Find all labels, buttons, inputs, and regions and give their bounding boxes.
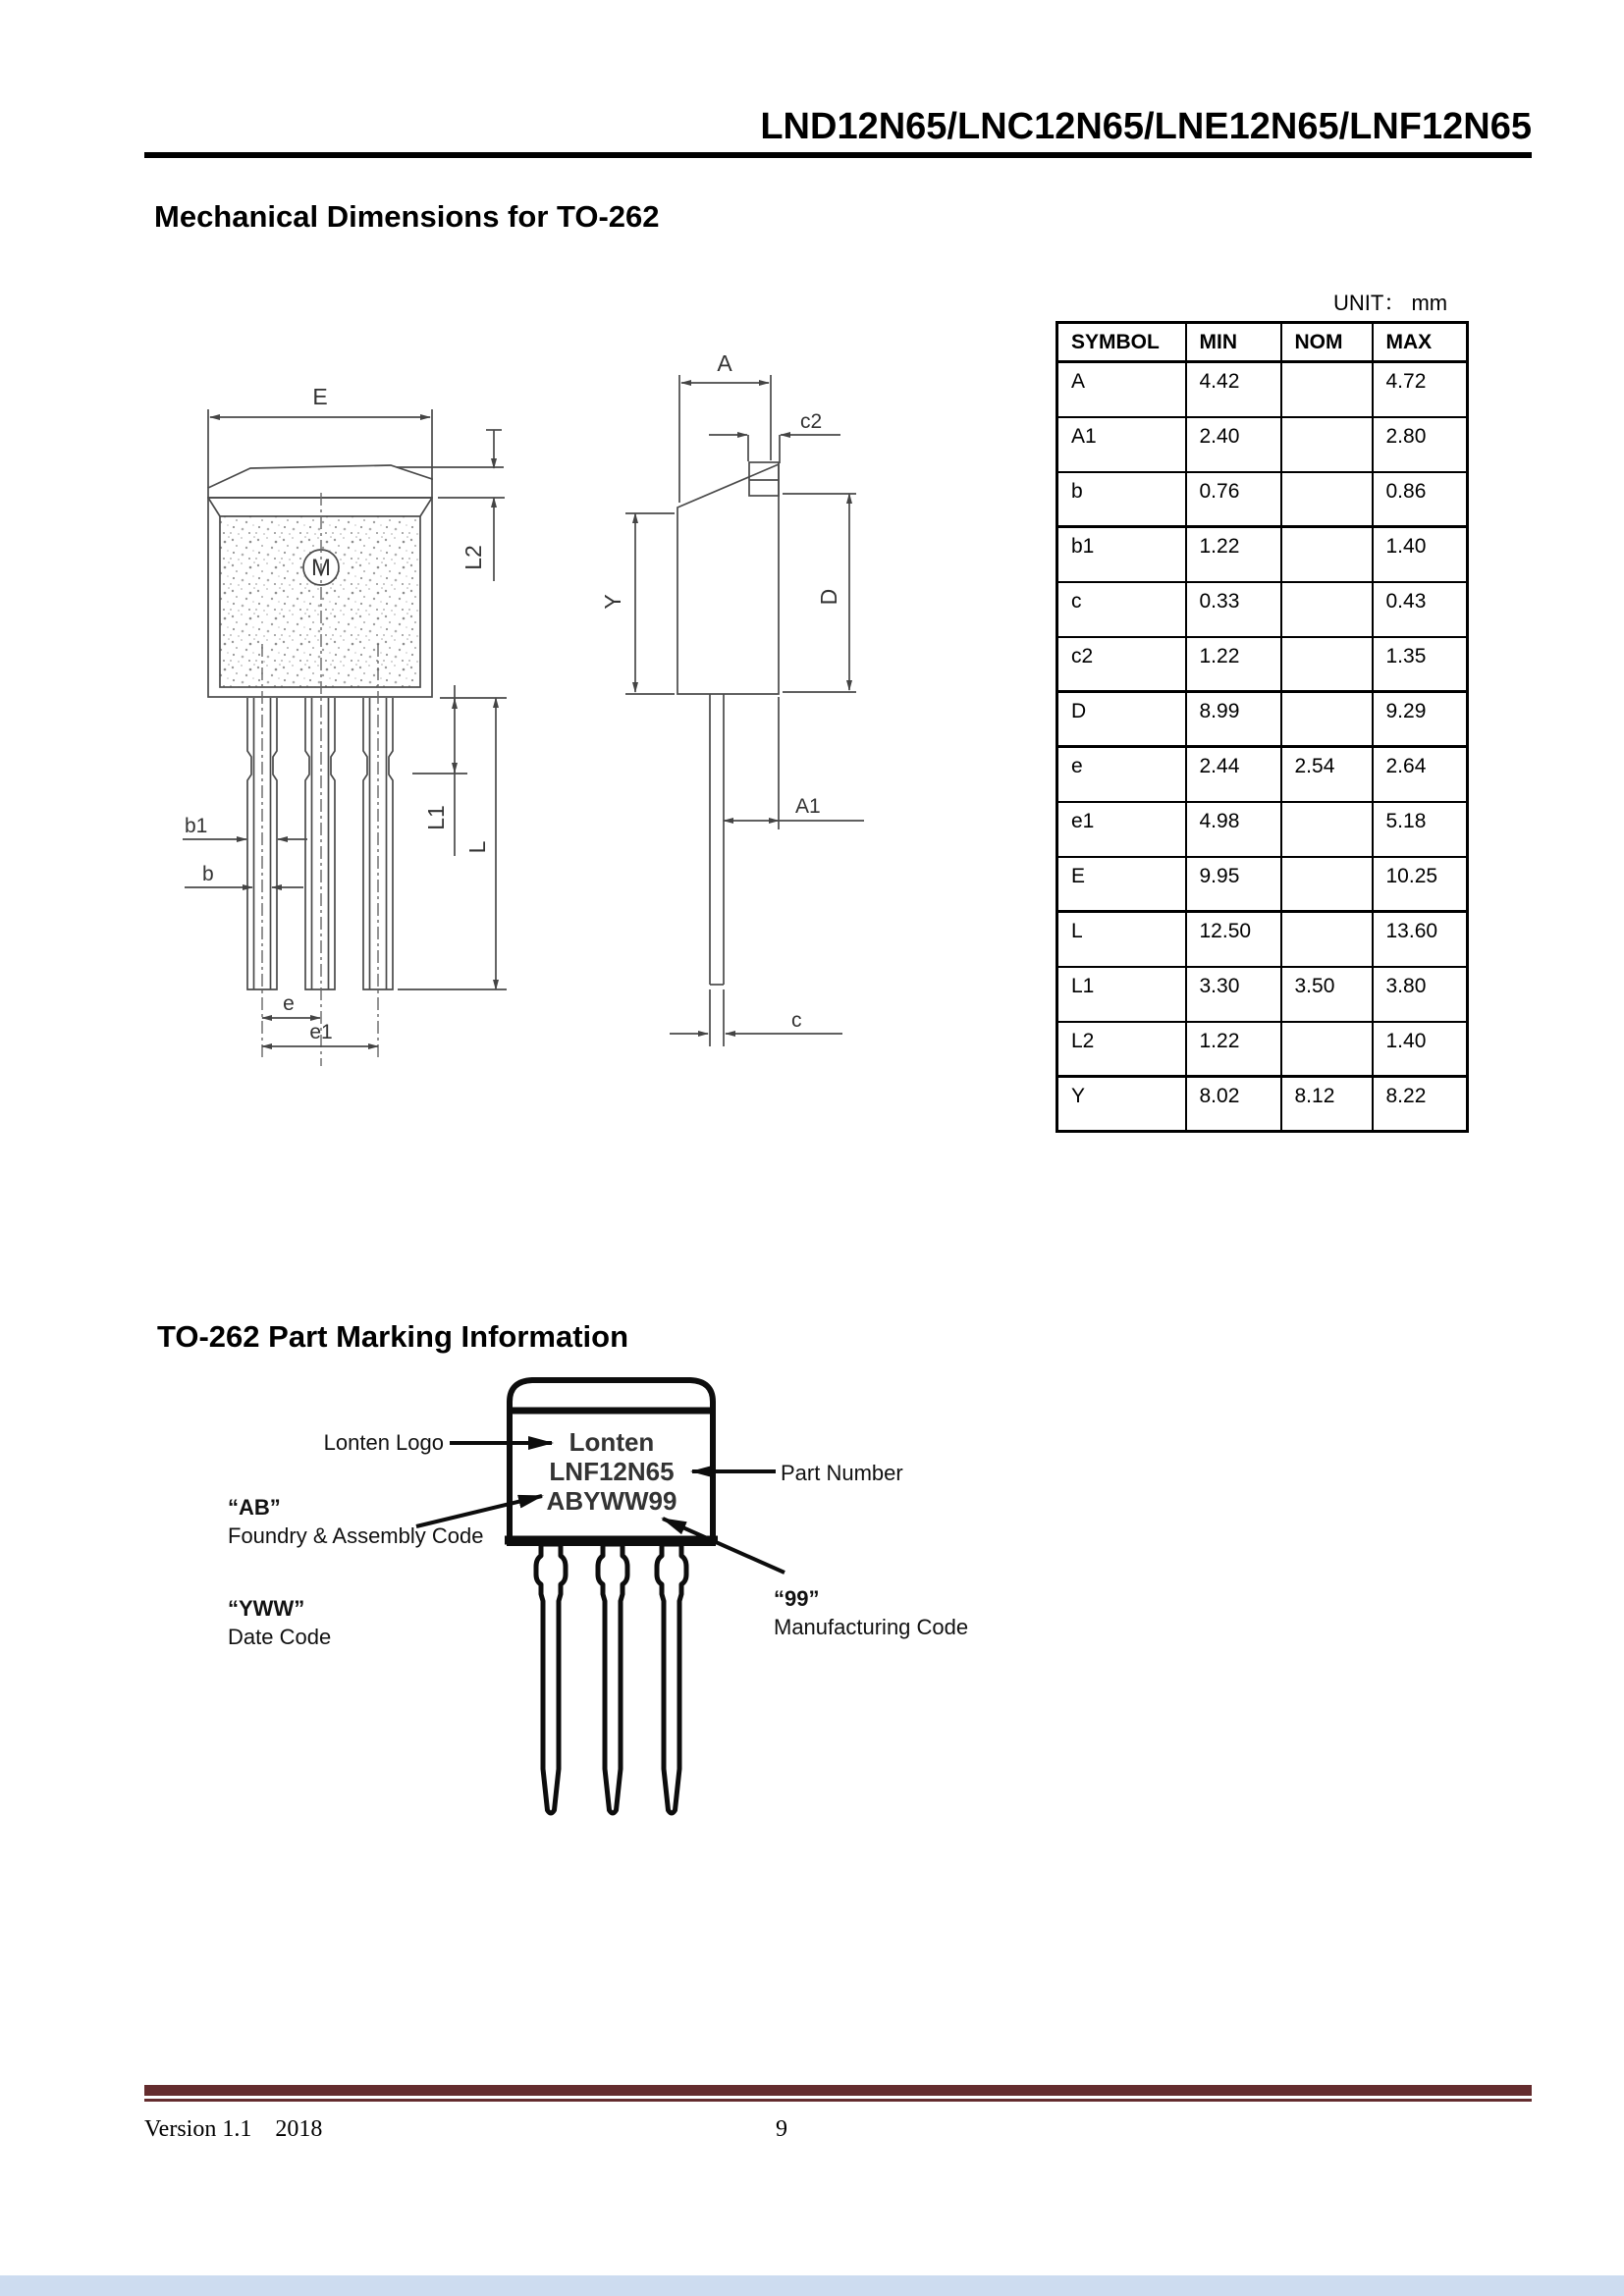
table-cell-min: 1.22 (1186, 527, 1281, 582)
marking-line-code: ABYWW99 (546, 1486, 677, 1516)
ab-code-label (228, 1493, 483, 1550)
table-cell-max: 2.64 (1373, 747, 1468, 802)
marking-section-heading: TO-262 Part Marking Information (157, 1319, 629, 1354)
front-leads (247, 698, 393, 989)
table-row (1057, 472, 1468, 527)
ab-code-desc: Foundry & Assembly Code (228, 1523, 484, 1548)
table-cell-min: 4.42 (1186, 362, 1281, 417)
page-title: LND12N65/LNC12N65/LNE12N65/LNF12N65 (760, 106, 1532, 147)
marking-line-logo: Lonten (568, 1427, 655, 1457)
table-cell-nom: 2.54 (1281, 747, 1373, 802)
dim-label-c: c (791, 1009, 802, 1032)
table-cell-min: 12.50 (1186, 912, 1281, 967)
table-cell-min: 1.22 (1186, 637, 1281, 692)
table-cell-max: 1.40 (1373, 527, 1468, 582)
side-view (625, 375, 864, 1046)
table-row (1057, 912, 1468, 967)
front-lead (305, 698, 335, 989)
year-text: 2018 (275, 2116, 323, 2142)
table-row (1057, 417, 1468, 472)
table-row (1057, 802, 1468, 857)
table-cell-nom (1281, 362, 1373, 417)
table-cell-min: 0.76 (1186, 472, 1281, 527)
table-row (1057, 582, 1468, 637)
table-cell-min: 3.30 (1186, 967, 1281, 1022)
dim-label-A1: A1 (795, 795, 821, 818)
package-leads (536, 1544, 686, 1813)
table-cell-symbol: A1 (1057, 417, 1186, 472)
table-cell-symbol: L2 (1057, 1022, 1186, 1077)
unit-label: UNIT： mm (1333, 291, 1448, 315)
table-header-row (1057, 323, 1468, 362)
table-cell-nom (1281, 857, 1373, 912)
table-cell-symbol: e (1057, 747, 1186, 802)
table-row (1057, 857, 1468, 912)
bottom-edge-strip (0, 2275, 1624, 2296)
date-code-quoted: “YWW” (228, 1596, 305, 1621)
table-cell-min: 0.33 (1186, 582, 1281, 637)
footer-rule-thin (144, 2099, 1532, 2102)
table-cell-max: 10.25 (1373, 857, 1468, 912)
ab-code-quoted: “AB” (228, 1495, 281, 1520)
table-cell-symbol: e1 (1057, 802, 1186, 857)
date-code-desc: Date Code (228, 1625, 332, 1649)
col-header-min: MIN (1186, 323, 1281, 362)
table-cell-max: 8.22 (1373, 1077, 1468, 1132)
table-cell-min: 9.95 (1186, 857, 1281, 912)
table-cell-min: 2.44 (1186, 747, 1281, 802)
table-cell-min: 4.98 (1186, 802, 1281, 857)
manufacturer-logo-letter: M (311, 555, 331, 581)
footer-version (144, 2116, 322, 2143)
marking-lead (657, 1544, 686, 1813)
table-cell-symbol: b1 (1057, 527, 1186, 582)
table-row (1057, 747, 1468, 802)
page-number: 9 (776, 2116, 787, 2142)
table-row (1057, 1022, 1468, 1077)
dim-label-D: D (816, 588, 841, 606)
front-view (183, 409, 507, 1066)
table-cell-max: 1.40 (1373, 1022, 1468, 1077)
drawing-labels (185, 353, 841, 1043)
mfg-code-quoted: “99” (774, 1586, 820, 1611)
table-cell-symbol: E (1057, 857, 1186, 912)
table-cell-max: 0.86 (1373, 472, 1468, 527)
table-cell-nom (1281, 637, 1373, 692)
table-cell-max: 13.60 (1373, 912, 1468, 967)
dim-label-Y: Y (600, 594, 625, 610)
table-cell-symbol: Y (1057, 1077, 1186, 1132)
table-cell-symbol: A (1057, 362, 1186, 417)
marking-lead (536, 1544, 566, 1813)
dim-label-L: L (464, 840, 490, 854)
table-cell-symbol: L1 (1057, 967, 1186, 1022)
date-code-label (228, 1594, 331, 1651)
table-row (1057, 1077, 1468, 1132)
mechanical-section-heading: Mechanical Dimensions for TO-262 (154, 199, 660, 234)
col-header-symbol: SYMBOL (1057, 323, 1186, 362)
marking-line-part-number: LNF12N65 (549, 1457, 675, 1486)
table-cell-max: 9.29 (1373, 692, 1468, 747)
table-cell-nom (1281, 417, 1373, 472)
table-cell-min: 1.22 (1186, 1022, 1281, 1077)
marking-lead (598, 1544, 627, 1813)
table-cell-nom (1281, 802, 1373, 857)
logo-label: Lonten Logo (323, 1430, 444, 1455)
dim-label-L1: L1 (423, 805, 449, 830)
table-cell-min: 8.02 (1186, 1077, 1281, 1132)
table-cell-max: 5.18 (1373, 802, 1468, 857)
dim-label-e: e (283, 992, 295, 1015)
dim-label-b: b (202, 863, 214, 885)
dim-label-L2: L2 (460, 545, 486, 570)
dim-label-E: E (312, 384, 328, 409)
title-rule (144, 152, 1532, 158)
table-cell-nom (1281, 472, 1373, 527)
dim-label-A: A (717, 353, 732, 376)
mfg-code-desc: Manufacturing Code (774, 1615, 969, 1639)
mechanical-drawing (137, 353, 923, 1099)
col-header-nom: NOM (1281, 323, 1373, 362)
table-cell-max: 3.80 (1373, 967, 1468, 1022)
dimensions-table (1056, 321, 1469, 1133)
table-row (1057, 967, 1468, 1022)
part-number-label: Part Number (781, 1461, 903, 1485)
table-cell-max: 2.80 (1373, 417, 1468, 472)
table-row (1057, 692, 1468, 747)
table-cell-nom (1281, 912, 1373, 967)
table-cell-min: 2.40 (1186, 417, 1281, 472)
table-cell-symbol: L (1057, 912, 1186, 967)
table-cell-nom (1281, 582, 1373, 637)
table-cell-nom: 8.12 (1281, 1077, 1373, 1132)
table-cell-nom: 3.50 (1281, 967, 1373, 1022)
dim-label-b1: b1 (185, 815, 208, 837)
dim-label-c2: c2 (800, 410, 823, 433)
footer-rule-thick (144, 2085, 1532, 2096)
table-cell-max: 4.72 (1373, 362, 1468, 417)
table-cell-nom (1281, 527, 1373, 582)
version-text: Version 1.1 (144, 2116, 252, 2142)
dim-table-body (1057, 362, 1468, 1132)
table-cell-min: 8.99 (1186, 692, 1281, 747)
table-cell-symbol: c (1057, 582, 1186, 637)
table-row (1057, 527, 1468, 582)
table-cell-symbol: b (1057, 472, 1186, 527)
mfg-code-label (774, 1584, 968, 1641)
table-cell-symbol: D (1057, 692, 1186, 747)
table-cell-max: 0.43 (1373, 582, 1468, 637)
table-cell-symbol: c2 (1057, 637, 1186, 692)
table-cell-nom (1281, 692, 1373, 747)
table-row (1057, 637, 1468, 692)
table-cell-nom (1281, 1022, 1373, 1077)
col-header-max: MAX (1373, 323, 1468, 362)
dim-label-e1: e1 (309, 1021, 333, 1043)
table-row (1057, 362, 1468, 417)
table-cell-max: 1.35 (1373, 637, 1468, 692)
